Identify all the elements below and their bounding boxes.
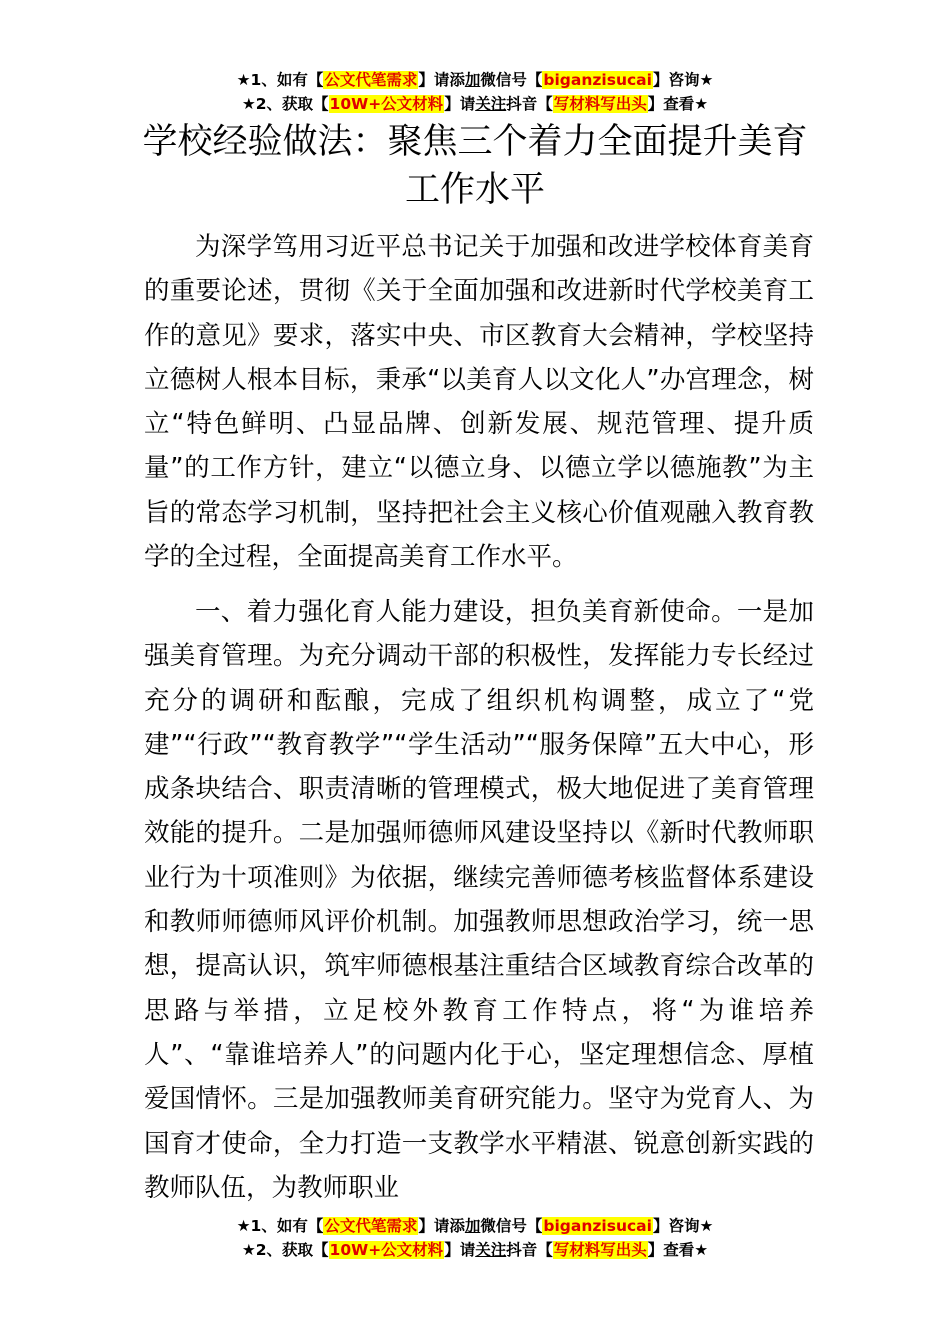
notice-line-2 — [0, 1238, 950, 1262]
notice-text: 】请添 — [418, 71, 465, 89]
notice-text: 】请 — [444, 1241, 476, 1259]
body-paragraph: 为深学笃用习近平总书记关于加强和改进学校体育美育的重要论述，贯彻《关于全面加强和改进新时代学校美育工作的意见》要求，落实中央、市区教育大会精神，学校坚持立德树人根本目标，秉承“以美育人以文化人”办宫理念，树立“特色鲜明、凸显品牌、创新发展、规范管理、提升质量”的工作方针，建立“以德立身、以德立学以德施教”为主旨的常态学习机制，坚持把社会主义核心价值观融入教育教学的全过程，全面提高美育工作水平。 — [144, 232, 814, 573]
notice-highlight-materials: 10W+公文材料 — [329, 1241, 444, 1259]
notice-text: ★2、获取【 — [241, 1241, 329, 1259]
notice-text: 】查看★ — [647, 95, 709, 113]
notice-text: 】咨询★ — [652, 71, 714, 89]
notice-highlight-wechat-id: biganzisucai — [543, 71, 652, 89]
notice-text: 微信号【 — [480, 1217, 543, 1235]
notice-text: 】请 — [444, 95, 476, 113]
notice-text-emphasis: 关注 — [475, 95, 507, 113]
notice-line-1 — [0, 68, 950, 92]
body-paragraph: 一、着力强化育人能力建设，担负美育新使命。一是加强美育管理。为充分调动干部的积极性，发挥能力专长经过充分的调研和酝酿，完成了组织机构调整，成立了“党建”“行政”“教育教学”“学生活动”“服务保障”五大中心，形成条块结合、职责清晰的管理模式，极大地促进了美育管理效能的提升。二是加强师德师风建设坚持以《新时代教师职业行为十项准则》为依据，继续完善师德考核监督体系建设和教师师德师风评价机制。加强教师思想政治学习，统一思想，提高认识，筑牢师德根基注重结合区域教育综合改革的思路与举措，立足校外教育工作特点，将“为谁培养人”、“靠谁培养人”的问题内化于心，坚定理想信念、厚植爱国情怀。三是加强教师美育研究能力。坚守为党育人、为国育才使命，全力打造一支教学水平精湛、锐意创新实践的教师队伍，为教师职业 — [144, 597, 814, 1203]
notice-text-emphasis: 加 — [464, 71, 481, 89]
notice-text: ★1、如有【 — [236, 1217, 324, 1235]
notice-highlight-wechat-id: biganzisucai — [543, 1217, 652, 1235]
notice-highlight-douyin-account: 写材料写出头 — [553, 1241, 647, 1259]
notice-highlight-service: 公文代笔需求 — [324, 1217, 418, 1235]
notice-highlight-service: 公文代笔需求 — [324, 71, 418, 89]
notice-text: 】咨询★ — [652, 1217, 714, 1235]
notice-text: ★2、获取【 — [241, 95, 329, 113]
notice-text: 】查看★ — [647, 1241, 709, 1259]
notice-line-2 — [0, 92, 950, 116]
notice-text: 抖音【 — [506, 95, 553, 113]
notice-text: 抖音【 — [506, 1241, 553, 1259]
header-notice — [0, 68, 950, 116]
notice-text-emphasis: 关注 — [475, 1241, 507, 1259]
footer-notice — [0, 1214, 950, 1262]
notice-highlight-douyin-account: 写材料写出头 — [553, 95, 647, 113]
notice-text: ★1、如有【 — [236, 71, 324, 89]
notice-line-1 — [0, 1214, 950, 1238]
document-title: 学校经验做法：聚焦三个着力全面提升美育工作水平 — [142, 122, 808, 210]
notice-text: 】请添 — [418, 1217, 465, 1235]
notice-highlight-materials: 10W+公文材料 — [329, 95, 444, 113]
notice-text-emphasis: 加 — [464, 1217, 481, 1235]
notice-text: 微信号【 — [480, 71, 543, 89]
